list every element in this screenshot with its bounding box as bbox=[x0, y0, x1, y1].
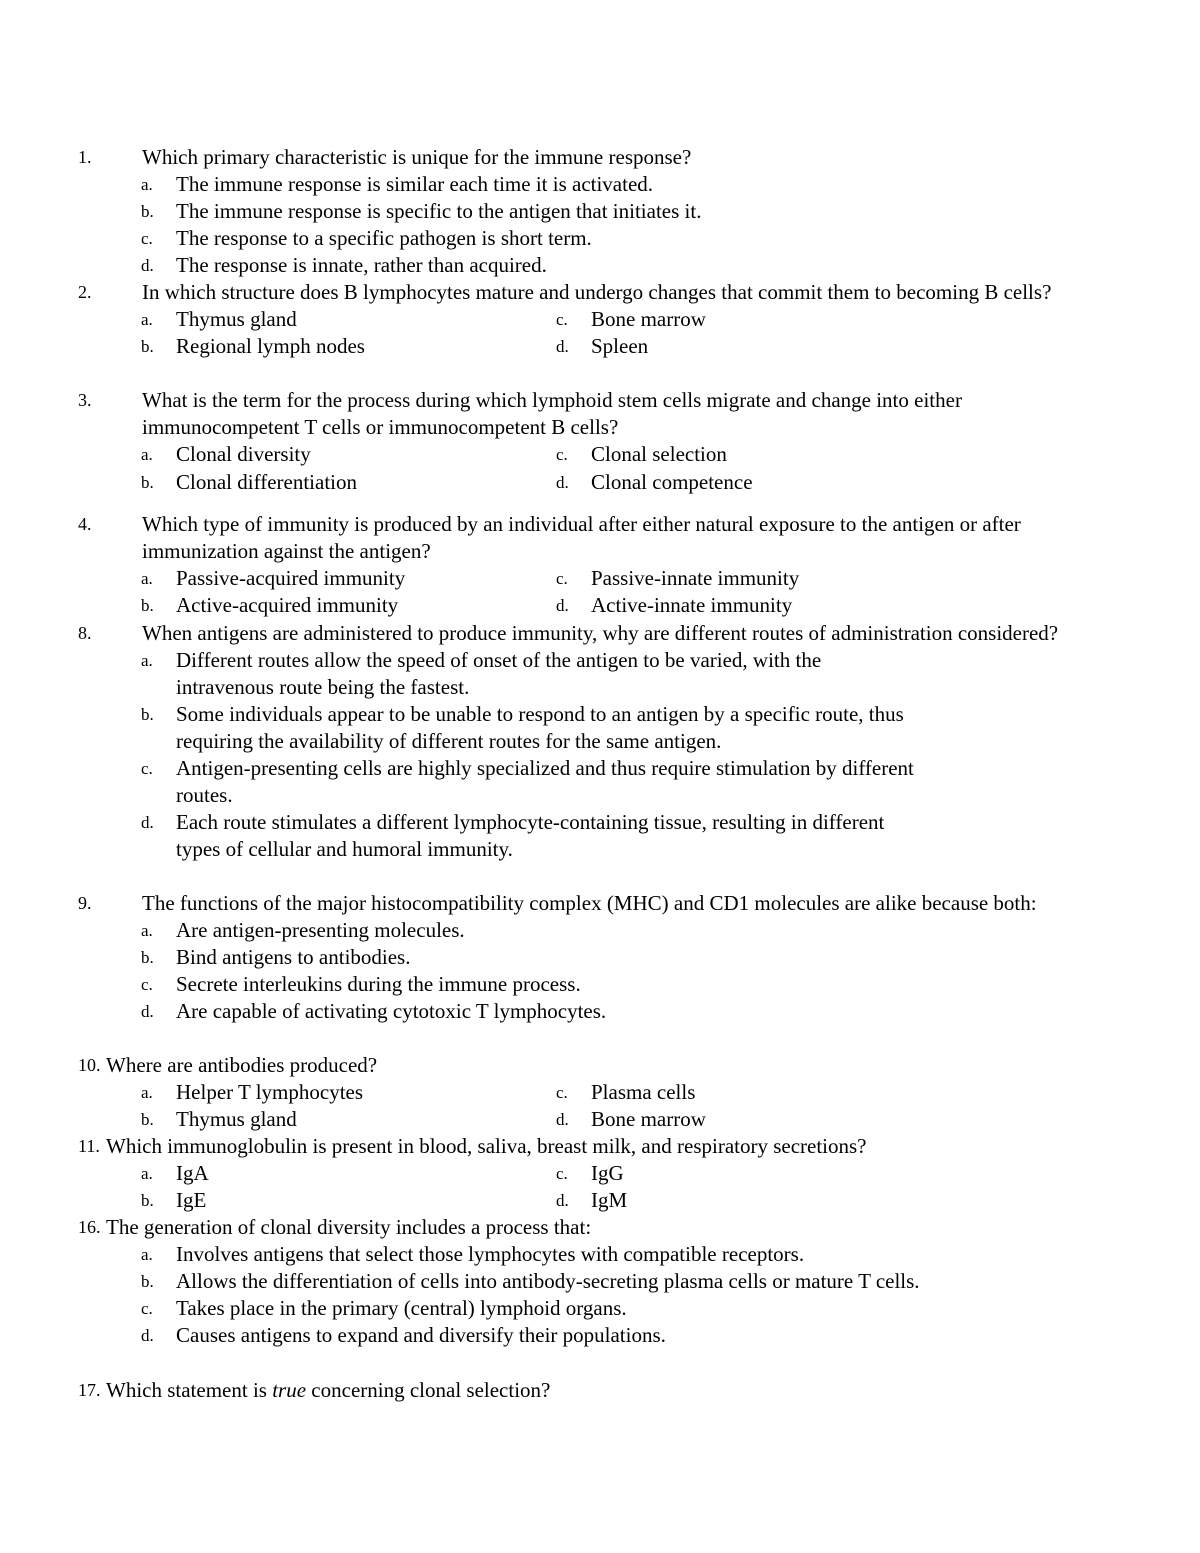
question-9 bbox=[0, 890, 1200, 1025]
option-letter: c. bbox=[141, 975, 153, 994]
option-b bbox=[0, 198, 1200, 225]
question-stem: When antigens are administered to produce immunity, why are different routes of administration considered? bbox=[142, 621, 1059, 645]
option-c bbox=[0, 755, 1200, 809]
option-row bbox=[0, 1187, 1200, 1214]
question-4 bbox=[0, 511, 1200, 619]
option-letter: a. bbox=[141, 1245, 153, 1264]
question-11 bbox=[0, 1133, 1200, 1214]
option-c bbox=[0, 1295, 1200, 1322]
option-text: Different routes allow the speed of onset of the antigen to be varied, with the intravenous route being the fastest. bbox=[176, 648, 822, 699]
question-number: 2. bbox=[78, 282, 92, 302]
option-letter: d. bbox=[141, 1002, 154, 1021]
option-row bbox=[0, 441, 1200, 469]
question-10 bbox=[0, 1052, 1200, 1133]
option-letter: c. bbox=[556, 1164, 568, 1183]
option-letter: a. bbox=[141, 921, 153, 940]
option-letter: a. bbox=[141, 651, 153, 670]
option-text: Clonal selection bbox=[591, 442, 727, 466]
option-letter: b. bbox=[141, 1110, 154, 1129]
option-letter: c. bbox=[141, 759, 153, 778]
question-number: 1. bbox=[78, 147, 92, 167]
option-letter: b. bbox=[141, 705, 154, 724]
option-text: Plasma cells bbox=[591, 1080, 696, 1104]
question-number: 11. bbox=[78, 1136, 100, 1156]
option-text: Active-acquired immunity bbox=[176, 593, 399, 617]
option-text: Bone marrow bbox=[591, 307, 706, 331]
option-text: Clonal competence bbox=[591, 470, 753, 494]
option-text: Some individuals appear to be unable to respond to an antigen by a specific route, thus requiring the availability of different routes for the same antigen. bbox=[176, 702, 904, 753]
option-text: IgG bbox=[591, 1161, 624, 1185]
option-letter: c. bbox=[556, 310, 568, 329]
option-text: IgM bbox=[591, 1188, 628, 1212]
option-letter: b. bbox=[141, 596, 154, 615]
question-stem: The generation of clonal diversity includes a process that: bbox=[106, 1215, 592, 1239]
option-text: Causes antigens to expand and diversify their populations. bbox=[176, 1323, 666, 1347]
option-letter: a. bbox=[141, 1083, 153, 1102]
option-b bbox=[0, 1268, 1200, 1295]
option-row bbox=[0, 306, 1200, 333]
question-stem: Where are antibodies produced? bbox=[106, 1053, 378, 1077]
option-text: Each route stimulates a different lymphocyte-containing tissue, resulting in different types of cellular and humoral immunity. bbox=[176, 810, 885, 861]
option-text: Thymus gland bbox=[176, 1107, 297, 1131]
option-text: Allows the differentiation of cells into antibody-secreting plasma cells or mature T cells. bbox=[176, 1269, 920, 1293]
option-letter: b. bbox=[141, 1272, 154, 1291]
question-number: 3. bbox=[78, 390, 92, 410]
option-text: Clonal differentiation bbox=[176, 470, 357, 494]
option-text: The response is innate, rather than acquired. bbox=[176, 253, 547, 277]
option-row bbox=[0, 592, 1200, 619]
question-16 bbox=[0, 1214, 1200, 1349]
option-letter: b. bbox=[141, 337, 154, 356]
question-number: 9. bbox=[78, 893, 92, 913]
option-text: Takes place in the primary (central) lymphoid organs. bbox=[176, 1296, 627, 1320]
option-row bbox=[0, 1160, 1200, 1187]
question-stem: Which type of immunity is produced by an individual after either natural exposure to the antigen or after immunization against the antigen? bbox=[142, 512, 1021, 563]
option-b bbox=[0, 944, 1200, 971]
question-stem: Which primary characteristic is unique for the immune response? bbox=[142, 145, 692, 169]
option-letter: a. bbox=[141, 445, 153, 464]
option-letter: c. bbox=[556, 1083, 568, 1102]
question-number: 4. bbox=[78, 514, 92, 534]
option-letter: d. bbox=[141, 1326, 154, 1345]
option-text: Helper T lymphocytes bbox=[176, 1080, 364, 1104]
option-d bbox=[0, 252, 1200, 279]
option-letter: b. bbox=[141, 473, 154, 492]
option-d bbox=[0, 809, 1200, 863]
option-letter: d. bbox=[556, 596, 569, 615]
question-stem: The functions of the major histocompatibility complex (MHC) and CD1 molecules are alike because both: bbox=[142, 891, 1037, 915]
option-row bbox=[0, 333, 1200, 360]
option-text: IgA bbox=[176, 1161, 209, 1185]
option-text: Secrete interleukins during the immune process. bbox=[176, 972, 581, 996]
option-row bbox=[0, 469, 1200, 496]
option-letter: b. bbox=[141, 1191, 154, 1210]
option-letter: c. bbox=[556, 569, 568, 588]
option-text: Clonal diversity bbox=[176, 442, 311, 466]
question-number: 17. bbox=[78, 1380, 101, 1400]
option-text: Active-innate immunity bbox=[591, 593, 793, 617]
option-c bbox=[0, 971, 1200, 998]
question-stem: In which structure does B lymphocytes mature and undergo changes that commit them to becoming B cells? bbox=[142, 280, 1052, 304]
option-d bbox=[0, 1322, 1200, 1349]
question-number: 16. bbox=[78, 1217, 101, 1237]
option-letter: a. bbox=[141, 1164, 153, 1183]
option-text: Involves antigens that select those lymphocytes with compatible receptors. bbox=[176, 1242, 805, 1266]
option-letter: b. bbox=[141, 202, 154, 221]
option-a bbox=[0, 917, 1200, 944]
option-text: Spleen bbox=[591, 334, 649, 358]
option-a bbox=[0, 647, 1200, 701]
question-1 bbox=[0, 144, 1200, 279]
option-a bbox=[0, 1241, 1200, 1268]
option-letter: d. bbox=[141, 813, 154, 832]
option-letter: a. bbox=[141, 569, 153, 588]
option-text: Are capable of activating cytotoxic T lymphocytes. bbox=[176, 999, 607, 1023]
option-letter: a. bbox=[141, 310, 153, 329]
question-stem: Which immunoglobulin is present in blood, saliva, breast milk, and respiratory secretions? bbox=[106, 1134, 867, 1158]
option-text: Bind antigens to antibodies. bbox=[176, 945, 411, 969]
option-b bbox=[0, 701, 1200, 755]
option-letter: c. bbox=[141, 1299, 153, 1318]
option-text: The immune response is specific to the antigen that initiates it. bbox=[176, 199, 702, 223]
option-a bbox=[0, 171, 1200, 198]
option-text: Antigen-presenting cells are highly specialized and thus require stimulation by different routes. bbox=[176, 756, 914, 807]
option-c bbox=[0, 225, 1200, 252]
question-stem: What is the term for the process during which lymphoid stem cells migrate and change into either immunocompetent T cells or immunocompetent B cells? bbox=[142, 388, 962, 439]
option-text: IgE bbox=[176, 1188, 207, 1212]
option-letter: d. bbox=[556, 337, 569, 356]
question-number: 8. bbox=[78, 623, 92, 643]
question-stem-emphasis: true bbox=[272, 1378, 307, 1402]
question-17 bbox=[0, 1377, 1200, 1404]
option-row bbox=[0, 1079, 1200, 1106]
option-text: The immune response is similar each time it is activated. bbox=[176, 172, 654, 196]
option-letter: d. bbox=[556, 473, 569, 492]
question-stem-pre: Which statement is bbox=[106, 1378, 273, 1402]
option-text: Are antigen-presenting molecules. bbox=[176, 918, 465, 942]
question-2 bbox=[0, 279, 1200, 360]
option-letter: d. bbox=[556, 1191, 569, 1210]
question-stem-post: concerning clonal selection? bbox=[306, 1378, 551, 1402]
option-letter: c. bbox=[556, 445, 568, 464]
option-row bbox=[0, 1106, 1200, 1133]
option-d bbox=[0, 998, 1200, 1025]
option-row bbox=[0, 565, 1200, 592]
option-letter: c. bbox=[141, 229, 153, 248]
option-letter: b. bbox=[141, 948, 154, 967]
question-8 bbox=[0, 620, 1200, 863]
option-letter: d. bbox=[141, 256, 154, 275]
question-3 bbox=[0, 387, 1200, 496]
option-text: Passive-acquired immunity bbox=[176, 566, 406, 590]
option-letter: d. bbox=[556, 1110, 569, 1129]
option-text: Bone marrow bbox=[591, 1107, 706, 1131]
option-text: Passive-innate immunity bbox=[591, 566, 800, 590]
option-text: Regional lymph nodes bbox=[176, 334, 365, 358]
option-text: The response to a specific pathogen is short term. bbox=[176, 226, 592, 250]
option-text: Thymus gland bbox=[176, 307, 297, 331]
option-letter: a. bbox=[141, 175, 153, 194]
question-number: 10. bbox=[78, 1055, 101, 1075]
